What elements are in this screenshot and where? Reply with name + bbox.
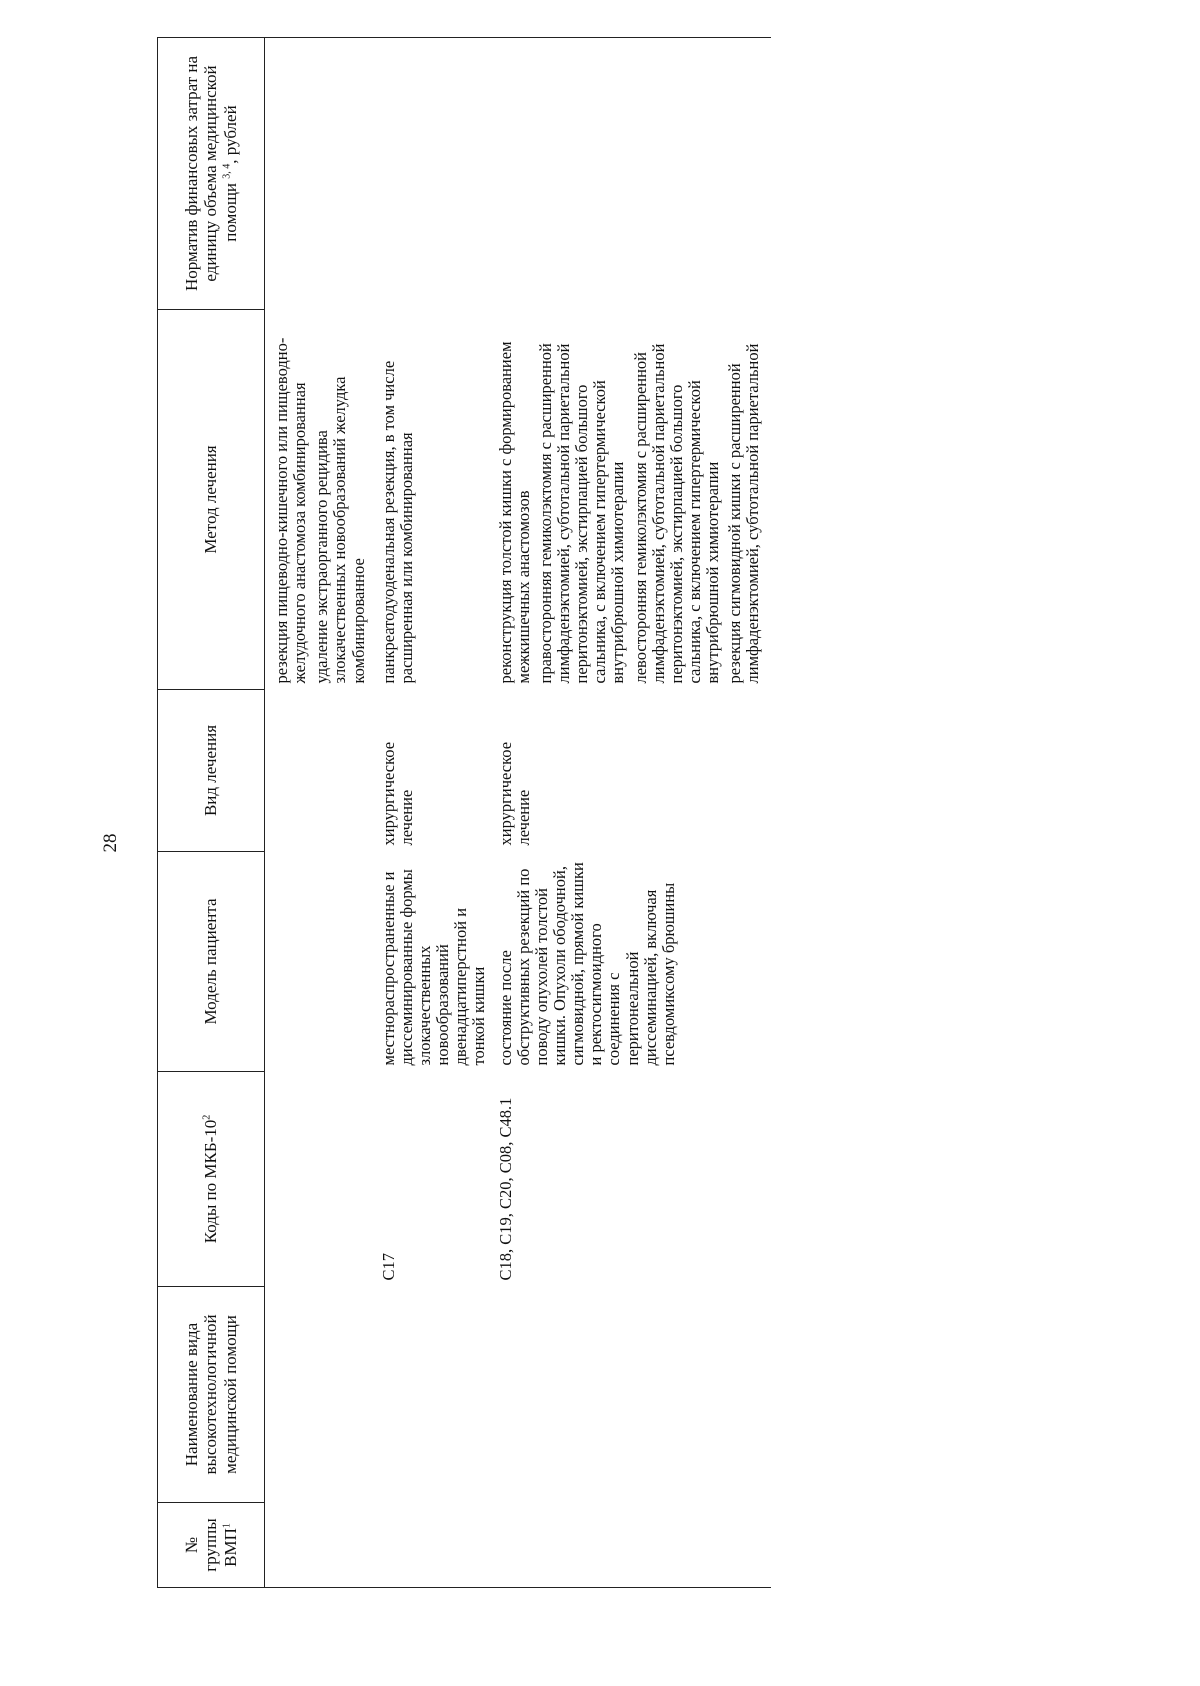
header-icd-codes: Коды по МКБ-$10^2$	[158, 1072, 265, 1287]
method-item: удаление экстраорганного рецидива злокачественных новообразований желудка комбинированное	[312, 376, 368, 684]
treatment-cell	[265, 690, 376, 852]
table-row	[376, 38, 493, 1588]
method-item: резекция пищеводно-кишечного или пищеводно-желудочного анастомоза комбинированная	[272, 337, 310, 684]
vmp-table	[157, 37, 771, 1588]
header-treatment-method: Метод лечения	[158, 310, 265, 690]
model-cell: местнораспространенные и диссеминированные формы злокачественных новообразований двенадцатиперстной и тонкой кишки	[378, 869, 489, 1066]
method-cell	[265, 310, 376, 690]
method-item: панкреатодуоденальная резекция, в том числе расширенная или комбинированная	[378, 360, 416, 684]
treatment-cell: хирургическое лечение	[378, 741, 416, 846]
table-header-row	[158, 38, 265, 1588]
header-cost-norm: Норматив финансовых затрат на единицу объема медицинской помощи $^{3, 4}$, рублей	[158, 38, 265, 310]
header-patient-model: Модель пациента	[158, 852, 265, 1072]
method-item: резекция сигмовидной кишки с расширенной лимфаденэктомией, субтотальной париетальной	[725, 343, 763, 684]
model-cell: состояние после обструктивных резекций по поводу опухолей толстой кишки. Опухоли ободочной, сигмовидной, прямой кишки и ректосигмоидного соединения с перитонеальной диссеминацией, включая псевдомиксому брюшины	[495, 862, 678, 1066]
method-item: правосторонняя гемиколэктомия с расширенной лимфаденэктомией, субтотальной париетальной перитонэктомией, экстирпацией большого сальника, с включением гипертермической внутрибрюшной химиотерапии	[535, 343, 628, 684]
header-treatment-type: Вид лечения	[158, 690, 265, 852]
table-row	[493, 38, 771, 1588]
method-item: левосторонняя гемиколэктомия с расширенной лимфаденэктомией, субтотальной париетальной перитонэктомией, экстирпацией большого сальника, с включением гипертермической внутрибрюшной химиотерапии	[630, 343, 723, 684]
table-row	[265, 38, 376, 1588]
header-type-name: Наименование вида высокотехнологичной медицинской помощи	[158, 1287, 265, 1503]
method-item: реконструкция толстой кишки с формированием межкишечных анастомозов	[495, 341, 533, 684]
icd-cell: C18, C19, C20, C08, C48.1	[495, 1097, 515, 1281]
method-cell	[493, 310, 771, 690]
treatment-cell: хирургическое лечение	[495, 741, 533, 846]
header-group-no: № группы ВМП$^1$	[158, 1503, 265, 1588]
page-number: 28	[100, 833, 121, 853]
method-cell	[376, 310, 493, 690]
icd-cell	[265, 1072, 376, 1287]
model-cell	[265, 852, 376, 1072]
icd-cell: C17	[378, 1252, 398, 1281]
